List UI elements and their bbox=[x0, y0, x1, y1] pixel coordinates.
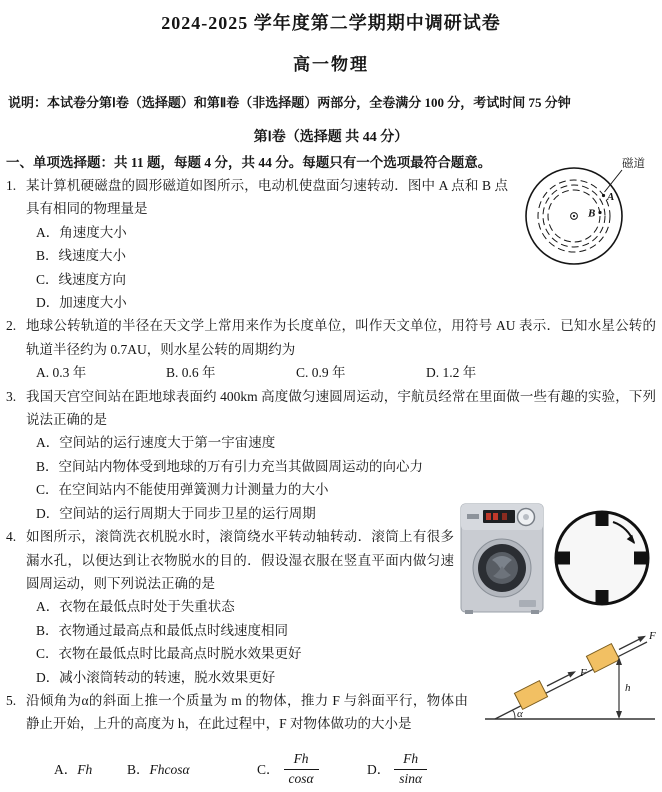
option-b: B． Fhcosα bbox=[127, 762, 190, 778]
question-5-number: 5. bbox=[6, 692, 17, 708]
point-a-label: A bbox=[607, 191, 615, 203]
question-3 bbox=[6, 385, 656, 525]
force-arrow-lower-head bbox=[568, 669, 578, 678]
question-5-text: 沿倾角为α的斜面上推一个质量为 m 的物体，推力 F 与斜面平行，物体由静止开始，上升的高度为 h，在此过程中，F 对物体做功的大小是 bbox=[26, 692, 468, 732]
question-2 bbox=[6, 314, 656, 384]
option-d: D．加速度大小 bbox=[36, 295, 127, 311]
fraction: $\frac{Fh}{\sin\alpha}$ bbox=[394, 751, 427, 788]
washer-display-digit bbox=[493, 513, 498, 520]
drum-block-right bbox=[634, 552, 647, 565]
drum-figure bbox=[551, 507, 653, 614]
disk-figure-svg bbox=[512, 155, 656, 273]
washer-knob-center bbox=[523, 514, 529, 520]
drum-figure-svg bbox=[551, 507, 653, 609]
question-1-text: 某计算机硬磁盘的圆形磁道如图所示，电动机使盘面匀速转动．图中 A 点和 B 点具有相同的物理量是 bbox=[26, 178, 508, 217]
washer-foot bbox=[465, 610, 473, 614]
question-1-number: 1. bbox=[6, 178, 17, 193]
washer-foot bbox=[531, 610, 539, 614]
drum-block-top bbox=[596, 513, 609, 526]
option-d: D． $\frac{Fh}{\sin\alpha}$ bbox=[367, 751, 427, 788]
question-4-number: 4. bbox=[6, 529, 17, 545]
question-2-text: 地球公转轨道的半径在天文学上常用来作为长度单位，叫作天文单位，用符号 AU 表示．已知水星公转的轨道半径约为 0.7AU，则水星公转的周期约为 bbox=[26, 318, 656, 357]
track-label: 磁道 bbox=[622, 158, 645, 170]
washer-display-digit bbox=[486, 513, 491, 520]
question-5-options bbox=[26, 748, 656, 792]
height-arrow-bottom bbox=[616, 711, 622, 719]
drum-block-bottom bbox=[596, 590, 609, 603]
option-a: A． Fh bbox=[54, 762, 93, 778]
washer-display-digit bbox=[502, 513, 507, 520]
washer-button bbox=[467, 514, 479, 519]
height-label: h bbox=[625, 682, 631, 694]
force-label-upper: F bbox=[649, 630, 656, 642]
force-label-lower: F bbox=[580, 667, 587, 679]
section-title: 第Ⅰ卷（选择题 共 44 分） bbox=[253, 130, 409, 145]
incline-figure bbox=[481, 629, 659, 730]
angle-label: α bbox=[517, 708, 523, 720]
question-4-text: 如图所示，滚筒洗衣机脱水时，滚筒绕水平转动轴转动．滚筒上有很多漏水孔，以便达到让衣物脱水的目的．假设湿衣服在竖直平面内做匀速圆周运动，则下列说法正确的是 bbox=[26, 529, 454, 591]
part-heading: 一、单项选择题：共 11 题，每题 4 分，共 44 分。每题只有一个选项最符合题意。 bbox=[6, 155, 492, 170]
option-d: D．减小滚筒转动的转速，脱水效果更好 bbox=[36, 669, 276, 685]
option-b: B．线速度大小 bbox=[36, 248, 127, 264]
option-c: C． $\frac{Fh}{\cos\alpha}$ bbox=[257, 751, 367, 788]
point-b-dot bbox=[598, 211, 601, 214]
angle-arc bbox=[513, 711, 516, 720]
block-lower bbox=[514, 681, 547, 710]
question-2-number: 2. bbox=[6, 318, 17, 334]
option-b: B．空间站内物体受到地球的万有引力充当其做圆周运动的向心力 bbox=[36, 458, 424, 474]
point-a-dot bbox=[602, 194, 605, 197]
fraction: $\frac{Fh}{\cos\alpha}$ bbox=[284, 751, 319, 788]
paper-instructions: 说明：本试卷分第Ⅰ卷（选择题）和第Ⅱ卷（非选择题）两部分，全卷满分 100 分，考试时间 75 分钟 bbox=[8, 95, 571, 110]
force-arrow-upper-head bbox=[638, 633, 648, 642]
washer-drawer bbox=[519, 600, 536, 607]
option-b: B. 0.6 年 bbox=[166, 365, 216, 381]
incline-figure-svg bbox=[481, 629, 659, 725]
point-b-label: B bbox=[588, 207, 596, 220]
paper-title: 2024-2025 学年度第二学期期中调研试卷 bbox=[161, 13, 501, 33]
option-a: A．角速度大小 bbox=[36, 224, 127, 240]
option-a: A. 0.3 年 bbox=[36, 365, 87, 381]
option-b: B．衣物通过最高点和最低点时线速度相同 bbox=[36, 622, 289, 638]
option-d: D. 1.2 年 bbox=[426, 365, 477, 381]
disk-figure bbox=[512, 155, 656, 278]
paper-subject: 高一物理 bbox=[293, 55, 369, 74]
block-upper bbox=[586, 644, 619, 673]
drum-block-left bbox=[557, 552, 570, 565]
option-a: A．衣物在最低点时处于失重状态 bbox=[36, 599, 235, 615]
question-3-number: 3. bbox=[6, 388, 17, 404]
question-2-options bbox=[26, 361, 656, 384]
disk-axis-dot bbox=[573, 215, 575, 217]
option-c: C．线速度方向 bbox=[36, 271, 127, 287]
option-c: C．在空间站内不能使用弹簧测力计测量力的大小 bbox=[36, 482, 329, 498]
washing-machine-image bbox=[459, 502, 545, 621]
option-c: C. 0.9 年 bbox=[296, 365, 346, 381]
question-3-text: 我国天宫空间站在距地球表面约 400km 高度做匀速圆周运动，宇航员经常在里面做一些有趣的实验，下列说法正确的是 bbox=[26, 388, 656, 428]
option-d: D．空间站的运行周期大于同步卫星的运行周期 bbox=[36, 505, 316, 521]
option-a: A．空间站的运行速度大于第一宇宙速度 bbox=[36, 435, 276, 451]
option-c: C．衣物在最低点时比最高点时脱水效果更好 bbox=[36, 646, 302, 662]
washing-machine-svg bbox=[459, 502, 545, 616]
